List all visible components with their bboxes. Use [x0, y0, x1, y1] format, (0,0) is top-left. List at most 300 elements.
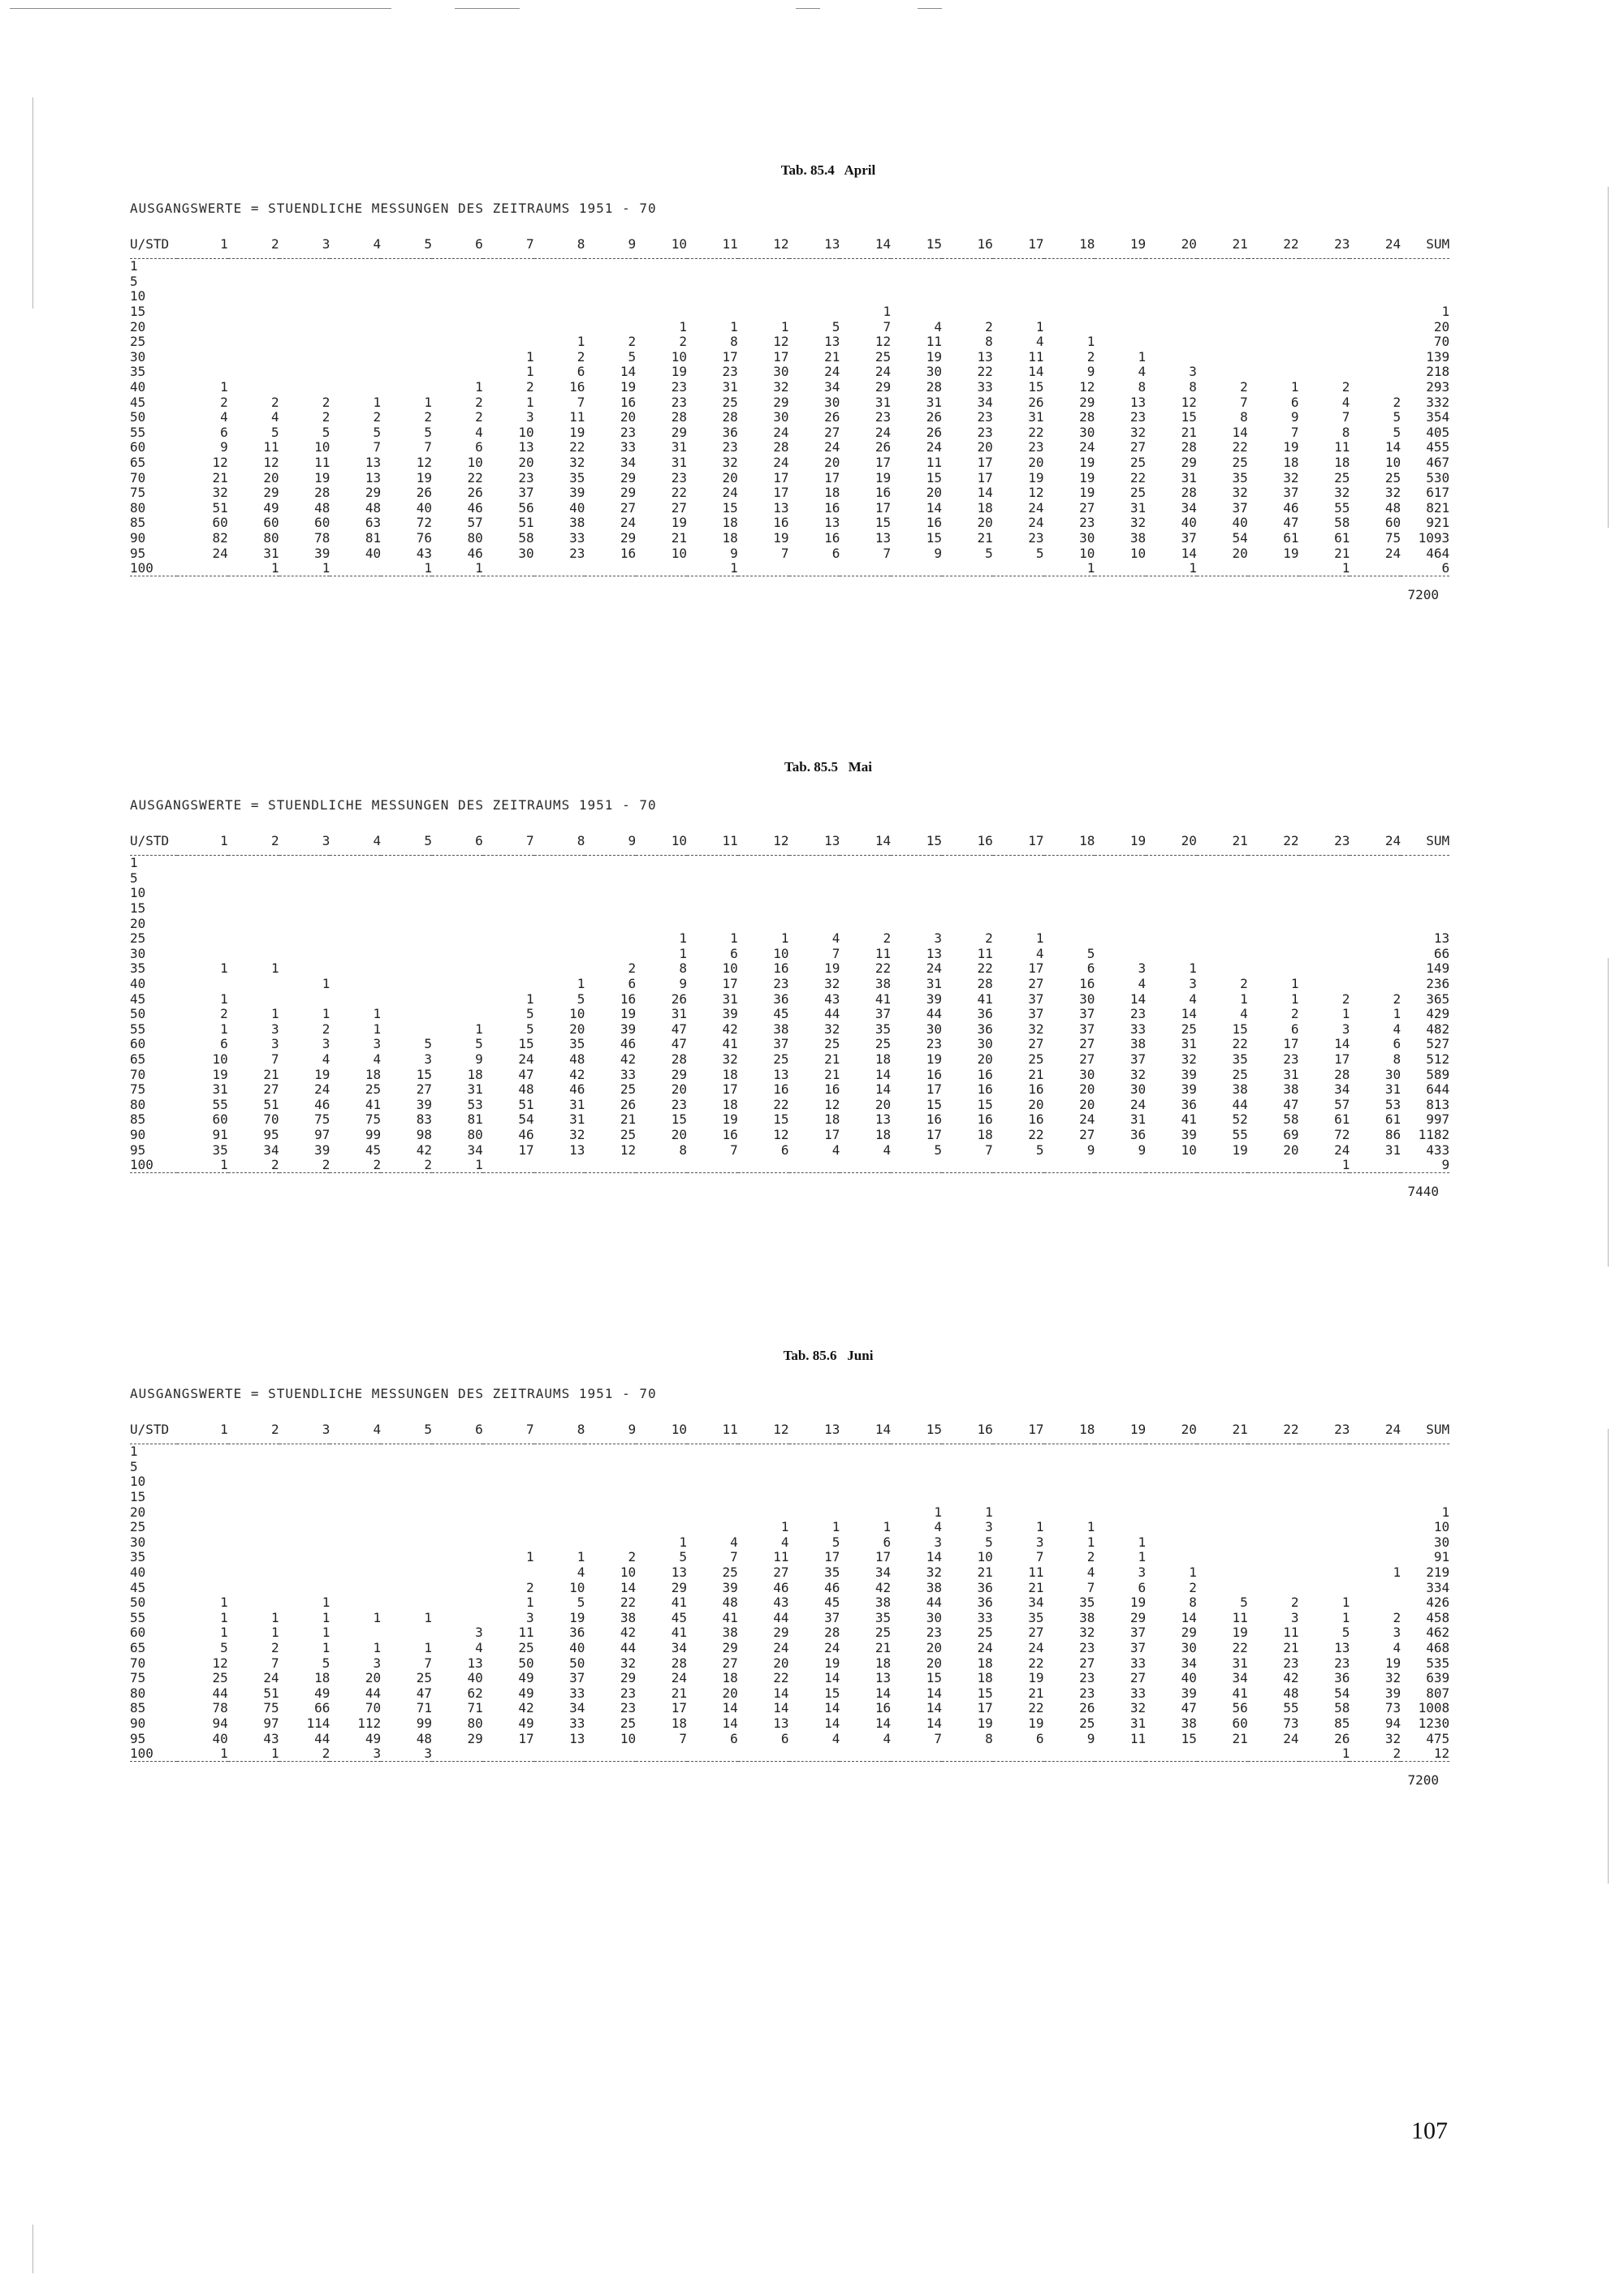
- count-cell: [789, 274, 840, 290]
- count-cell: 17: [1283, 1036, 1299, 1052]
- count-cell: 39: [1181, 1081, 1197, 1098]
- count-cell: 2: [381, 1158, 432, 1173]
- count-cell: [330, 901, 381, 917]
- count-cell: 45: [773, 1006, 789, 1022]
- count-cell: 3: [1189, 976, 1197, 992]
- count-cell: 20: [722, 469, 738, 486]
- row-sum-cell: [1401, 1474, 1449, 1490]
- count-cell: 35: [1232, 469, 1248, 486]
- count-cell: 25: [977, 1625, 993, 1641]
- count-cell: 12: [620, 1142, 637, 1158]
- row-label: 45: [130, 1579, 146, 1595]
- count-cell: 28: [671, 409, 687, 425]
- count-cell: [279, 901, 330, 917]
- count-cell: [1044, 886, 1095, 901]
- count-cell: 29: [467, 1730, 483, 1746]
- count-cell: 1: [1299, 561, 1350, 576]
- count-cell: [1299, 1565, 1350, 1581]
- row-sum-cell: 464: [1426, 545, 1450, 561]
- count-cell: 2: [1240, 976, 1248, 992]
- count-cell: [330, 259, 381, 274]
- count-cell: 25: [212, 1670, 228, 1686]
- row-label: 80: [130, 1096, 146, 1112]
- count-cell: 31: [1129, 1715, 1147, 1731]
- count-cell: 39: [1384, 1685, 1402, 1701]
- count-cell: 10: [569, 1006, 585, 1022]
- count-cell: [840, 871, 891, 887]
- count-cell: 11: [569, 409, 585, 425]
- count-cell: 25: [722, 394, 738, 410]
- count-cell: 20: [671, 1081, 687, 1098]
- count-cell: 18: [977, 1670, 993, 1686]
- count-cell: 48: [365, 499, 382, 516]
- count-cell: 18: [1283, 455, 1299, 471]
- count-cell: 25: [1028, 1051, 1044, 1068]
- count-cell: 1: [934, 1504, 942, 1520]
- count-cell: [1146, 931, 1197, 947]
- count-cell: [483, 856, 534, 871]
- count-cell: 17: [722, 976, 738, 992]
- count-cell: 5: [525, 1006, 534, 1022]
- count-cell: [381, 961, 432, 977]
- count-cell: [483, 1535, 534, 1551]
- count-cell: 2: [322, 394, 330, 410]
- count-cell: 71: [416, 1700, 432, 1716]
- count-cell: 24: [1334, 1142, 1350, 1158]
- count-cell: [330, 871, 381, 887]
- row-sum-cell: 218: [1426, 364, 1450, 380]
- row-label: 70: [130, 1066, 146, 1082]
- count-cell: 51: [518, 1096, 534, 1112]
- count-cell: 37: [824, 1609, 840, 1625]
- count-cell: 19: [1028, 1715, 1044, 1731]
- count-cell: 5: [934, 1142, 942, 1158]
- count-cell: 29: [620, 529, 637, 546]
- count-cell: [330, 856, 381, 871]
- count-cell: 3: [934, 1534, 942, 1550]
- count-cell: [1146, 334, 1197, 350]
- hour-header: 8: [534, 237, 585, 259]
- count-cell: [330, 319, 381, 334]
- count-cell: [534, 916, 585, 931]
- count-cell: 15: [671, 1111, 687, 1128]
- count-cell: [432, 886, 483, 901]
- count-cell: [381, 1550, 432, 1565]
- count-cell: 29: [365, 485, 382, 501]
- count-cell: 30: [1384, 1066, 1402, 1082]
- hour-header: 24: [1350, 834, 1401, 856]
- count-cell: 54: [1232, 529, 1248, 546]
- count-cell: [1197, 947, 1248, 962]
- row-sum-cell: 468: [1426, 1640, 1450, 1656]
- count-cell: 19: [212, 1066, 228, 1082]
- count-cell: [687, 886, 738, 901]
- count-cell: [381, 1535, 432, 1551]
- count-cell: 37: [1129, 1640, 1147, 1656]
- count-cell: 13: [875, 529, 892, 546]
- count-cell: 23: [1079, 515, 1095, 531]
- count-cell: 1: [177, 1158, 228, 1173]
- count-cell: 2: [577, 348, 585, 365]
- count-cell: [483, 961, 534, 977]
- count-cell: 60: [1384, 515, 1402, 531]
- count-cell: 1: [780, 1519, 789, 1535]
- count-cell: 2: [1341, 379, 1350, 395]
- count-cell: 1: [220, 1595, 228, 1611]
- row-sum-cell: 921: [1426, 515, 1450, 531]
- count-cell: [1350, 259, 1401, 274]
- count-cell: [1146, 1444, 1197, 1460]
- count-cell: [432, 1746, 483, 1762]
- count-cell: 5: [831, 1534, 840, 1550]
- count-cell: 39: [569, 485, 585, 501]
- row-sum-cell: 13: [1433, 930, 1450, 947]
- count-cell: 24: [824, 1640, 840, 1656]
- count-cell: [789, 916, 840, 931]
- frequency-table: [130, 237, 1449, 576]
- count-cell: [330, 991, 381, 1007]
- count-cell: 6: [1290, 394, 1299, 410]
- count-cell: 42: [416, 1142, 432, 1158]
- count-cell: 21: [620, 1111, 637, 1128]
- count-cell: [1044, 1504, 1095, 1520]
- count-cell: 38: [620, 1609, 637, 1625]
- count-cell: 1: [831, 1519, 840, 1535]
- count-cell: [1044, 1444, 1095, 1460]
- count-cell: [534, 561, 585, 576]
- count-cell: 27: [1079, 1126, 1095, 1142]
- count-cell: 1: [1086, 1534, 1095, 1550]
- count-cell: 29: [671, 424, 687, 440]
- count-cell: 12: [773, 334, 789, 350]
- table-row: [130, 1595, 1449, 1611]
- table-row: [130, 365, 1449, 380]
- count-cell: 2: [279, 1158, 330, 1173]
- count-cell: 11: [926, 334, 942, 350]
- count-cell: 28: [773, 439, 789, 455]
- count-cell: 46: [1283, 499, 1299, 516]
- count-cell: [177, 319, 228, 334]
- count-cell: [1299, 856, 1350, 871]
- count-cell: 14: [722, 1700, 738, 1716]
- count-cell: [1146, 1535, 1197, 1551]
- row-sum-cell: 10: [1433, 1519, 1450, 1535]
- count-cell: [738, 916, 789, 931]
- count-cell: 28: [722, 409, 738, 425]
- count-cell: 51: [518, 515, 534, 531]
- count-cell: 38: [722, 1625, 738, 1641]
- count-cell: 5: [424, 1036, 432, 1052]
- count-cell: [840, 856, 891, 871]
- count-cell: [177, 304, 228, 320]
- count-cell: 19: [824, 960, 840, 977]
- count-cell: [789, 1474, 840, 1490]
- count-cell: 31: [875, 394, 892, 410]
- count-cell: [228, 1474, 279, 1490]
- count-cell: 23: [1129, 409, 1147, 425]
- count-cell: 24: [1384, 545, 1402, 561]
- row-label: 50: [130, 409, 146, 425]
- count-cell: 10: [1384, 455, 1402, 471]
- count-cell: 2: [985, 318, 993, 334]
- count-cell: 37: [1028, 1006, 1044, 1022]
- count-cell: 16: [977, 1081, 993, 1098]
- count-cell: 31: [1384, 1081, 1402, 1098]
- count-cell: 15: [773, 1111, 789, 1128]
- count-cell: 76: [416, 529, 432, 546]
- count-cell: [840, 1746, 891, 1762]
- count-cell: 4: [1086, 1564, 1095, 1581]
- count-cell: [432, 947, 483, 962]
- count-cell: [993, 1460, 1044, 1475]
- count-cell: 25: [620, 1081, 637, 1098]
- table-row: [130, 1158, 1449, 1173]
- count-cell: [1350, 901, 1401, 917]
- count-cell: 7: [934, 1730, 942, 1746]
- count-cell: 15: [1232, 1021, 1248, 1037]
- row-sum-cell: 433: [1426, 1142, 1450, 1158]
- count-cell: 2: [1086, 348, 1095, 365]
- count-cell: 11: [263, 439, 279, 455]
- row-sum-cell: 1: [1441, 1504, 1450, 1520]
- count-cell: 41: [977, 990, 993, 1007]
- count-cell: 4: [780, 1534, 789, 1550]
- count-cell: 42: [569, 1066, 585, 1082]
- count-cell: 18: [365, 1066, 382, 1082]
- count-cell: 1: [1393, 1564, 1402, 1581]
- count-cell: [279, 1444, 330, 1460]
- count-cell: 6: [1290, 1021, 1299, 1037]
- table-row: [130, 991, 1449, 1007]
- count-cell: 31: [1283, 1066, 1299, 1082]
- count-cell: [534, 1158, 585, 1173]
- count-cell: [483, 1520, 534, 1535]
- count-cell: 35: [875, 1021, 892, 1037]
- count-cell: [483, 1490, 534, 1505]
- count-cell: 39: [722, 1579, 738, 1595]
- count-cell: 18: [671, 1715, 687, 1731]
- count-cell: [1248, 1520, 1299, 1535]
- row-label: 75: [130, 485, 146, 501]
- row-header-label: U/STD: [130, 237, 177, 259]
- count-cell: [228, 380, 279, 395]
- hour-header: 13: [789, 237, 840, 259]
- count-cell: [432, 365, 483, 380]
- count-cell: [177, 274, 228, 290]
- count-cell: 11: [1028, 348, 1044, 365]
- table-row: [130, 304, 1449, 320]
- count-cell: 32: [1384, 485, 1402, 501]
- count-cell: 18: [977, 499, 993, 516]
- count-cell: 13: [1334, 1640, 1350, 1656]
- count-cell: [1299, 1460, 1350, 1475]
- count-cell: 12: [1079, 379, 1095, 395]
- count-cell: 31: [671, 439, 687, 455]
- count-cell: [585, 319, 636, 334]
- count-cell: [1197, 1490, 1248, 1505]
- count-cell: [1095, 319, 1146, 334]
- count-cell: [1095, 871, 1146, 887]
- count-cell: 38: [569, 515, 585, 531]
- count-cell: [891, 304, 942, 320]
- count-cell: [483, 901, 534, 917]
- count-cell: [891, 871, 942, 887]
- count-cell: [534, 319, 585, 334]
- count-cell: 1: [220, 960, 228, 977]
- count-cell: 31: [1384, 1142, 1402, 1158]
- count-cell: 28: [671, 1051, 687, 1068]
- count-cell: 4: [934, 318, 942, 334]
- count-cell: 16: [824, 499, 840, 516]
- hour-header: 4: [330, 1422, 381, 1444]
- count-cell: 21: [875, 1640, 892, 1656]
- count-cell: [891, 901, 942, 917]
- count-cell: 34: [875, 1564, 892, 1581]
- count-cell: 58: [1283, 1111, 1299, 1128]
- count-cell: 7: [780, 545, 789, 561]
- count-cell: 3: [270, 1036, 279, 1052]
- count-cell: [738, 289, 789, 304]
- count-cell: [1299, 871, 1350, 887]
- hour-header: 10: [636, 834, 687, 856]
- row-sum-cell: 6: [1401, 561, 1449, 576]
- count-cell: 49: [518, 1685, 534, 1701]
- row-label: 80: [130, 499, 146, 516]
- count-cell: [891, 1746, 942, 1762]
- count-cell: 46: [569, 1081, 585, 1098]
- count-cell: [432, 1611, 483, 1626]
- count-cell: 5: [270, 424, 279, 440]
- count-cell: [636, 304, 687, 320]
- count-cell: 30: [1079, 1066, 1095, 1082]
- count-cell: 1: [525, 394, 534, 410]
- count-cell: [1248, 1565, 1299, 1581]
- scan-margin-mark: [32, 2225, 33, 2273]
- count-cell: 24: [773, 455, 789, 471]
- count-cell: 35: [569, 469, 585, 486]
- count-cell: [483, 1565, 534, 1581]
- count-cell: 4: [883, 1142, 892, 1158]
- count-cell: 83: [416, 1111, 432, 1128]
- count-cell: 22: [467, 469, 483, 486]
- count-cell: 33: [620, 1066, 637, 1082]
- count-cell: 32: [1028, 1021, 1044, 1037]
- count-cell: 24: [263, 1670, 279, 1686]
- count-cell: [177, 856, 228, 871]
- count-cell: [687, 1746, 738, 1762]
- table-row: [130, 561, 1449, 576]
- count-cell: [942, 1490, 993, 1505]
- count-cell: [840, 561, 891, 576]
- count-cell: 48: [1283, 1685, 1299, 1701]
- count-cell: 14: [722, 1715, 738, 1731]
- count-cell: 32: [1384, 1730, 1402, 1746]
- count-cell: 71: [467, 1700, 483, 1716]
- count-cell: 21: [824, 1066, 840, 1082]
- count-cell: [993, 1444, 1044, 1460]
- count-cell: 1: [1240, 990, 1248, 1007]
- count-cell: [279, 1535, 330, 1551]
- count-cell: [840, 901, 891, 917]
- count-cell: 28: [926, 379, 942, 395]
- count-cell: [789, 886, 840, 901]
- count-cell: [228, 871, 279, 887]
- table-row: [130, 1504, 1449, 1520]
- count-cell: 34: [569, 1700, 585, 1716]
- count-cell: [636, 1474, 687, 1490]
- count-cell: [1044, 1158, 1095, 1173]
- count-cell: [483, 1460, 534, 1475]
- count-cell: [585, 561, 636, 576]
- sum-header: SUM: [1401, 834, 1449, 856]
- count-cell: [1197, 931, 1248, 947]
- count-cell: [1095, 1474, 1146, 1490]
- count-cell: [534, 886, 585, 901]
- hour-header: 5: [381, 1422, 432, 1444]
- row-label: 40: [130, 379, 146, 395]
- count-cell: 16: [926, 1111, 942, 1128]
- count-cell: 25: [1079, 1715, 1095, 1731]
- count-cell: 47: [1283, 1096, 1299, 1112]
- hour-header: 17: [993, 237, 1044, 259]
- count-cell: [228, 259, 279, 274]
- count-cell: 19: [722, 1111, 738, 1128]
- count-cell: 1: [1189, 1564, 1197, 1581]
- count-cell: [177, 931, 228, 947]
- count-cell: 1: [228, 1746, 279, 1762]
- count-cell: 27: [824, 424, 840, 440]
- count-cell: 8: [679, 1142, 687, 1158]
- count-cell: 4: [220, 409, 228, 425]
- count-cell: [789, 901, 840, 917]
- hour-header: 16: [942, 237, 993, 259]
- count-cell: 36: [722, 424, 738, 440]
- count-cell: 5: [1035, 545, 1044, 561]
- count-cell: 31: [1181, 469, 1197, 486]
- hour-header: 21: [1197, 237, 1248, 259]
- count-cell: 3: [1138, 960, 1147, 977]
- count-cell: [1299, 901, 1350, 917]
- count-cell: 41: [365, 1096, 382, 1112]
- count-cell: 15: [926, 469, 942, 486]
- count-cell: 48: [518, 1081, 534, 1098]
- row-sum-cell: 149: [1426, 960, 1450, 977]
- count-cell: [942, 916, 993, 931]
- count-cell: 32: [1384, 1670, 1402, 1686]
- count-cell: 20: [977, 1051, 993, 1068]
- hour-header: 24: [1350, 237, 1401, 259]
- count-cell: [381, 319, 432, 334]
- count-cell: 28: [671, 1655, 687, 1671]
- count-cell: 22: [1232, 439, 1248, 455]
- row-header-label: U/STD: [130, 1422, 177, 1444]
- count-cell: [1197, 1158, 1248, 1173]
- row-sum-cell: 1230: [1418, 1715, 1450, 1731]
- row-sum-cell: 458: [1426, 1609, 1450, 1625]
- count-cell: [534, 947, 585, 962]
- count-cell: [228, 1504, 279, 1520]
- count-cell: [687, 289, 738, 304]
- count-cell: [585, 916, 636, 931]
- count-cell: [330, 289, 381, 304]
- table-row: [130, 380, 1449, 395]
- count-cell: [177, 1460, 228, 1475]
- count-cell: 20: [977, 515, 993, 531]
- count-cell: 13: [365, 455, 382, 471]
- count-cell: 24: [977, 1640, 993, 1656]
- count-cell: [330, 977, 381, 992]
- count-cell: 16: [620, 394, 637, 410]
